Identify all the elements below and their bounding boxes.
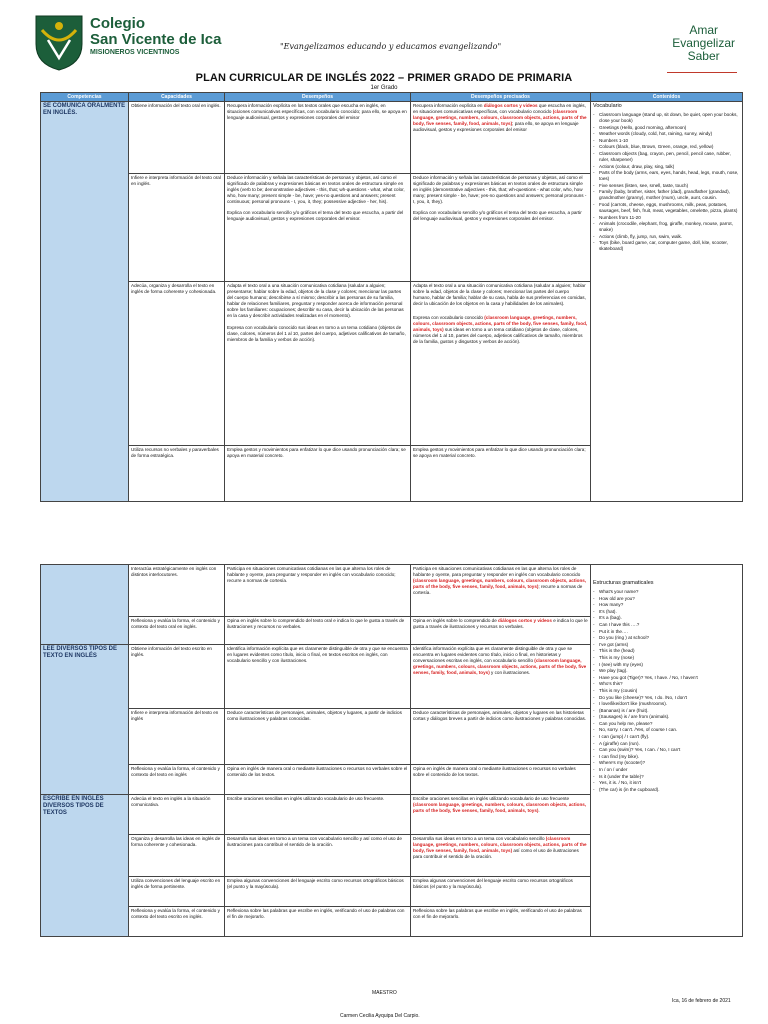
value-saber: Saber	[687, 49, 720, 63]
list-item: - Five senses (listen, see, smell, taste, touch)	[593, 183, 740, 189]
list-item: - Parts of the body (arms, ears, eyes, hands, head, legs, mouth, nose, toes)	[593, 170, 740, 182]
highlight-text: (classroom language, greetings, numbers, colours, classroom objects, actions, parts of the body, five senses, family, food, animals, toys)	[413, 109, 587, 126]
precise-performance-cell: Deduce características de personajes, animales, objetos y lugares en las historietas cortas y diálogos breves a partir de indicios como ilustraciones y palabras conocidas.	[411, 709, 591, 765]
text-part: Explica con vocabulario sencillo y/o gráficos el tema del texto que escucha, a partir del lenguaje audiovisual, gestos y expresiones corporales del emisor.	[227, 210, 404, 221]
competence-cell: SE COMUNICA ORALMENTE EN INGLÉS.	[41, 102, 129, 502]
contents-heading: Vocabulario	[593, 103, 622, 109]
list-item: - Have you got (Tiger)? Yes, I have. / No, I haven't	[593, 675, 740, 681]
highlight-text: (classroom language, greetings, numbers, colours, classroom objects, actions, parts of the body, five senses, family, food, animals, toys)	[413, 836, 587, 853]
grade-label: 1er Grado	[370, 85, 398, 91]
school-subtitle: MISIONEROS VICENTINOS	[90, 49, 180, 56]
list-item: - This is my (nose)	[593, 655, 740, 661]
capacity-cell: Interactúa estratégicamente en inglés con distintos interlocutores.	[129, 565, 225, 617]
header-competencias: Competencias	[41, 93, 129, 102]
capacity-cell: Utiliza recursos no verbales y paraverbales de forma estratégica.	[129, 446, 225, 502]
list-item: - I can find (my bike).	[593, 754, 740, 760]
performance-cell: Emplea algunas convenciones del lenguaje escrito como recursos ortográficos básicos (el punto y la mayúscula).	[225, 877, 411, 907]
list-item: - Who's this?	[593, 681, 740, 687]
header-capacidades: Capacidades	[129, 93, 225, 102]
list-item: - Greetings (Hello, good morning, afternoon)	[593, 125, 740, 131]
list-item: - Yes, it is. / No, it isn't	[593, 780, 740, 786]
capacity-cell: Infiere e interpreta información del texto en inglés	[129, 709, 225, 765]
text-part: Escribe oraciones sencillas en inglés utilizando vocabulario de uso frecuente	[413, 796, 570, 801]
highlight-text: diálogos cortos y videos	[483, 103, 538, 108]
list-item: - Can you (swim)? Yes, I can. / No, I can't	[593, 747, 740, 753]
list-item: - (Sausages) is / are from (animals).	[593, 714, 740, 720]
text-part: Deduce información y señala las características de personas y objetos, así como el significado de palabras y expresiones básicas en textos orales de estructura simple en inglés (verb to be; demonstrative adjectives - this, that; wh-questions - what, what color, who, how many; present simple - be, have; yes-no questions and answers; present continuous; personal pronouns - I, you, it, they; possessive adjective - her, his).	[227, 175, 405, 204]
list-item: - How many?	[593, 602, 740, 608]
list-item: - Can I have this ….?	[593, 622, 740, 628]
list-item: - I can (jump) / I can't (fly).	[593, 734, 740, 740]
text-part: Expresa con vocabulario conocido sus ideas en torno a un tema cotidiano (objetos de clase, colores, números del 1 al 10, partes del cuerpo, adjetivos calificativos de tamaño, miembros de la familia y verbos de acción).	[227, 325, 406, 342]
performance-cell: Escribe oraciones sencillas en inglés utilizando vocabulario de uso frecuente.	[225, 795, 411, 835]
text-part: ; para ello, se apoya en lenguaje audiovisual, gestos y expresiones corporales del emisor	[413, 121, 579, 132]
list-item: - Do you like (cheese)? Yes, I do. /No, I don't	[593, 695, 740, 701]
list-item: - Family (baby, brother, sister, father (dad), grandfather (grandad), grandmother (granny), mother (mum), uncle, aunt, cousin.	[593, 189, 740, 201]
text-part: así como el uso de ilustraciones para contribuir el sentido de la oración.	[413, 848, 579, 859]
text-part: sus ideas en torno a un tema cotidiano (objetos de clase, colores, números del 1 al 10, partes del cuerpo, adjetivos calificativos de tamaño, miembros de la familia, gustos y disgustos y verbos de acción).	[413, 327, 583, 344]
competence-cell: LEE DIVERSOS TIPOS DE TEXTO EN INGLÉS	[41, 645, 129, 795]
highlight-text: (classroom language, greetings, numbers, colours, classroom objects, actions, parts of the body, five senses, family, food, animals, toys)	[413, 802, 587, 813]
text-part: Adapta el texto oral a una situación comunicativa cotidiana (saludar a alguien; hablar sobre la edad, objetos de la clase y colores; mencionar las partes del cuerpo humano, hablar de familia; hablar de su casa, habla de sus preferencias en comidas, decir la ubicación de los objetos en la casa y habilidades de los animales).	[413, 283, 586, 306]
list-item: - (Bananas) is / are (fruit).	[593, 708, 740, 714]
text-part: que escucha en inglés, en situaciones comunicativas específicas, con vocabulario conocido	[413, 103, 586, 114]
precise-performance-cell	[411, 795, 591, 835]
document-date: Ica, 16 de febrero de 2021	[672, 998, 731, 1004]
list-item: - Classroom language (stand up, sit down, be quiet, open your books, close your book)	[593, 112, 740, 124]
list-item: - No, sorry. I can't. /Yes, of course I can.	[593, 727, 740, 733]
text-part: y con ilustraciones.	[489, 670, 531, 675]
list-item: - How old are you?	[593, 596, 740, 602]
values-block	[672, 24, 735, 63]
list-item: - Where's my (scooter)?	[593, 760, 740, 766]
header-desempenos-precisados: Desempeños precisados	[411, 93, 591, 102]
competence-cell	[41, 565, 129, 645]
capacity-cell: Reflexiona y evalúa la forma, el contenido y contexto del texto en inglés	[129, 765, 225, 795]
capacity-cell: Organiza y desarrolla las ideas en inglés de forma coherente y cohesionada.	[129, 835, 225, 877]
text-part: Participa en situaciones comunicativas cotidianas en las que alterna los roles de hablante y oyente, para preguntar y responder en inglés con vocabulario conocido	[413, 566, 581, 577]
curriculum-table-read-write	[40, 564, 743, 937]
list-item: - Numbers 1-10	[593, 138, 740, 144]
contents-cell	[591, 565, 743, 937]
contents-heading: Estructuras gramaticales	[593, 580, 654, 586]
list-item: - I love/like/don't like (mushrooms).	[593, 701, 740, 707]
list-item: - Animals (crocodile, elephant, frog, giraffe, monkey, mouse, parrot, snake)	[593, 221, 740, 233]
precise-performance-cell	[411, 617, 591, 645]
list-item: - Colours (black, blue, Brown, Green, orange, red, yellow)	[593, 144, 740, 150]
table-header-row	[41, 93, 743, 102]
list-item: - I've got (arms)	[593, 642, 740, 648]
table-row	[41, 102, 743, 174]
precise-performance-cell: Emplea gestos y movimientos para enfatizar lo que dice usando pronunciación clara; se apoya en material concreto.	[411, 446, 591, 502]
list-item: - A (giraffe) can (run).	[593, 741, 740, 747]
list-item: - Actions (climb, fly, jump, run, swim, walk.	[593, 234, 740, 240]
performance-cell: Recupera información explícita en los textos orales que escucha en inglés, en situaciones comunicativas específicas, con vocabulario conocido; para ello, se apoya en lenguaje audiovisual, gestos y expresiones corporales del emisor	[225, 102, 411, 174]
capacity-cell: Adecúa el texto en inglés a la situación comunicativa.	[129, 795, 225, 835]
school-name-line2: San Vicente de Ica	[90, 31, 222, 48]
text-part: Desarrolla sus ideas en torno a un tema con vocabulario sencillo	[413, 836, 546, 841]
performance-cell: Opina en inglés de manera oral o mediante ilustraciones o recursos no verbales sobre el contenido de los textos.	[225, 765, 411, 795]
text-part: .	[538, 808, 540, 813]
list-item: - Numbers from 11-20	[593, 215, 740, 221]
table-row	[41, 565, 743, 617]
value-amar: Amar	[689, 23, 718, 37]
performance-cell	[225, 282, 411, 446]
header-contenidos: Contenidos	[591, 93, 743, 102]
capacity-cell: Adecúa, organiza y desarrolla el texto en inglés de forma coherente y cohesionada.	[129, 282, 225, 446]
list-item: - Weather words (cloudy, cold, hot, raining, sunny, windy)	[593, 131, 740, 137]
document-header	[30, 12, 745, 72]
school-name-block	[90, 16, 221, 57]
list-item: - We play (tag).	[593, 668, 740, 674]
list-item: - Food (carrots, cheese, eggs, mushrooms, milk, peas, potatoes, sausages, beef, fish, fruit, meat, vegetables, omelette, pizza, plants)	[593, 202, 740, 214]
text-part: ; recurre a normas de cortesía.	[413, 584, 583, 595]
list-item: - I (see) with my (eyes)	[593, 662, 740, 668]
teacher-name: Carmen Cecilia Ayquipa Del Carpio.	[340, 1013, 420, 1019]
highlight-text: (classroom language, greetings, numbers, colours, classroom objects, actions, parts of the body, five senses, family, food, animals, toys)	[413, 578, 587, 589]
capacity-cell: Reflexiona y evalúa la forma, el contenido y contexto del texto escrito en inglés.	[129, 907, 225, 937]
text-part: e indica lo que le gusta a través de ilustraciones y recursos no verbales.	[413, 618, 588, 629]
text-part: Explica con vocabulario sencillo y/o gráficos el tema del texto que escucha, a partir del lenguaje audiovisual, gestos y expresiones corporales del emisor.	[413, 210, 582, 221]
competence-cell: ESCRIBE EN INGLÉS DIVERSOS TIPOS DE TEXTOS	[41, 795, 129, 937]
list-item: - Toys (bike, board game, car, computer game, doll, kite, scooter, skateboard)	[593, 240, 740, 252]
highlight-text: (classroom language, greetings, numbers, colours, classroom objects, actions, parts of the body, five senses, family, food, animals, toys)	[413, 315, 588, 332]
text-part: Identifica información explícita que es claramente distinguible de otra y que se encuentra en lugares evidentes como título, inicio o final, en historietas y conversaciones escritas en inglés, con vocabulario sencillo	[413, 646, 573, 663]
list-item: - Actions (colour, draw, play, sing, talk)	[593, 164, 740, 170]
list-item: - It's (hat).	[593, 609, 740, 615]
list-item: - Is it (under the table)?	[593, 774, 740, 780]
capacity-cell: Utiliza convenciones del lenguaje escrito en inglés de forma pertinente.	[129, 877, 225, 907]
text-part: Expresa con vocabulario conocido	[413, 315, 485, 320]
vocabulary-list	[593, 112, 740, 252]
precise-performance-cell	[411, 835, 591, 877]
list-item: - Put it in the….	[593, 629, 740, 635]
plan-title: PLAN CURRICULAR DE INGLÉS 2022 – PRIMER GRADO DE PRIMARIA	[195, 72, 573, 84]
school-shield-icon	[34, 14, 84, 72]
list-item: - Do you (ring ) at school?	[593, 635, 740, 641]
list-item: - This is the (head)	[593, 648, 740, 654]
signature-role: MAESTRO	[372, 990, 397, 996]
text-part: Deduce información y señala las características de personas y objetos, así como el significado de palabras y expresiones básicas en textos orales de estructura simple en inglés (demonstrative adjectives - this, that; wh-questions - what color, who, how many; present simple - be, have; yes-no questions and answers; personal pronouns - I, you, it, they).	[413, 175, 587, 204]
list-item: - What's your name?	[593, 589, 740, 595]
performance-cell: Deduce características de personajes, animales, objetos y lugares, a partir de indicios como ilustraciones y palabras conocidas.	[225, 709, 411, 765]
curriculum-table-oral	[40, 92, 743, 502]
precise-performance-cell: Reflexiona sobre las palabras que escribe en inglés, verificando el uso de palabras con el fin de mejorarlo.	[411, 907, 591, 937]
highlight-text: diálogos cortos y videos	[498, 618, 552, 623]
grammar-list	[593, 589, 740, 793]
performance-cell: Emplea gestos y movimientos para enfatizar lo que dice usando pronunciación clara; se apoya en material concreto.	[225, 446, 411, 502]
text-part: Adapta el texto oral a una situación comunicativa cotidiana (saludar a alguien; presentarse; hablar sobre la edad, objetos de la clase y colores; mencionar las partes del cuerpo humano; describirse a sí mismo; describir a las personas de su familia, hablar de relaciones familiares, preguntar y responder acerca de información personal sobre los familiares: ocupaciones; describir su casa, decir la ubicación de las personas en la casa y describir actividades realizadas en el momento).	[227, 283, 404, 318]
list-item: - (The car) is (in the cupboard).	[593, 787, 740, 793]
precise-performance-cell	[411, 102, 591, 174]
highlight-text: (classroom language, greetings, numbers, colours, classroom objects, actions, parts of the body, five senses, family, food, animals, toys)	[413, 658, 587, 675]
precise-performance-cell: Opina en inglés de manera oral o mediante ilustraciones o recursos no verbales sobre el contenido de los textos.	[411, 765, 591, 795]
performance-cell: Desarrolla sus ideas en torno a un tema con vocabulario sencillo y así como el uso de ilustraciones para contribuir el sentido de la oración.	[225, 835, 411, 877]
text-part: Opina en inglés sobre lo comprendido de	[413, 618, 499, 623]
capacity-cell: Obtiene información del texto escrito en inglés.	[129, 645, 225, 709]
precise-performance-cell: Emplea algunas convenciones del lenguaje escrito como recursos ortográficos básicos (el punto y la mayúscula).	[411, 877, 591, 907]
value-evangelizar: Evangelizar	[672, 36, 735, 50]
list-item: - This is my (cousin)	[593, 688, 740, 694]
precise-performance-cell	[411, 565, 591, 617]
performance-cell: Reflexiona sobre las palabras que escribe en inglés, verificando el uso de palabras con el fin de mejorarlo.	[225, 907, 411, 937]
performance-cell	[225, 174, 411, 282]
school-name-line1: Colegio	[90, 15, 145, 32]
list-item: - In / on / under	[593, 767, 740, 773]
capacity-cell: Obtiene información del texto oral en inglés.	[129, 102, 225, 174]
list-item: - It's a (bag).	[593, 615, 740, 621]
performance-cell: Participa en situaciones comunicativas cotidianas en las que alterna los roles de hablante y oyente, para preguntar y responder en inglés con vocabulario conocido; recurre a normas de cortesía.	[225, 565, 411, 617]
performance-cell: Opina en inglés sobre lo comprendido del texto oral e indica lo que le gusta a través de ilustraciones y recursos no verbales.	[225, 617, 411, 645]
precise-performance-cell	[411, 282, 591, 446]
precise-performance-cell	[411, 645, 591, 709]
school-motto: "Evangelizamos educando y educamos evangelizando"	[280, 42, 502, 51]
list-item: - Classroom objects (bag, crayon, pen, pencil, pencil case, rubber, ruler, sharpener)	[593, 151, 740, 163]
contents-cell	[591, 102, 743, 502]
performance-cell: Identifica información explícita que es claramente distinguible de otra y que se encuentra en lugares evidentes como título, inicio o final, en textos escritos en inglés, con vocabulario sencillo y con ilustraciones.	[225, 645, 411, 709]
precise-performance-cell	[411, 174, 591, 282]
capacity-cell: Infiere e interpreta información del texto oral en inglés.	[129, 174, 225, 282]
list-item: - Can you help me, please?	[593, 721, 740, 727]
header-desempenos: Desempeños	[225, 93, 411, 102]
text-part: Recupera información explícita en	[413, 103, 484, 108]
capacity-cell: Reflexiona y evalúa la forma, el contenido y contexto del texto oral en inglés.	[129, 617, 225, 645]
